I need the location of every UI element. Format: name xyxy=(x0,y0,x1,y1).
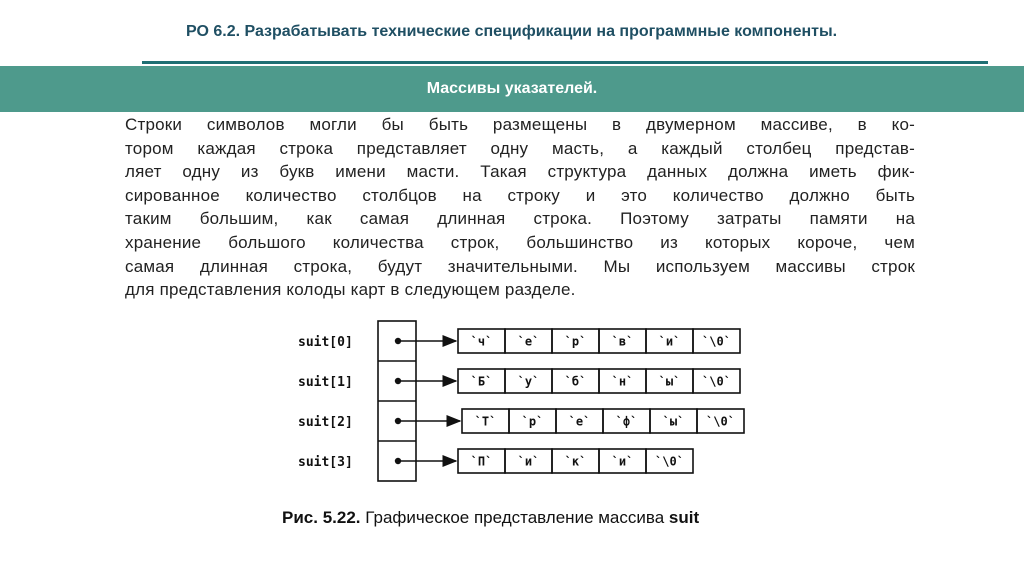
char-cell-label: `Б` xyxy=(470,374,493,389)
char-cell-label: `н` xyxy=(611,374,634,389)
pointer-array-diagram xyxy=(270,318,770,488)
char-cell-label: `П` xyxy=(470,454,493,469)
char-cell-label: `\0` xyxy=(655,454,684,469)
array-index-label: suit[0] xyxy=(298,335,353,350)
char-cell-label: `ч` xyxy=(470,334,493,349)
array-index-label: suit[1] xyxy=(298,375,353,390)
char-cell-label: `е` xyxy=(517,334,540,349)
paragraph-line: Строки символов могли бы быть размещены в двумерном массиве, в ко- xyxy=(125,115,915,134)
char-cell-label: `\0` xyxy=(706,414,735,429)
char-cell-label: `\0` xyxy=(702,334,731,349)
page-title: РО 6.2. Разрабатывать технические спецификации на программные компоненты. xyxy=(186,23,838,40)
char-cell-label: `ы` xyxy=(662,414,685,429)
char-cell-label: `к` xyxy=(564,454,587,469)
char-cell-label: `и` xyxy=(658,334,681,349)
char-cell-label: `ф` xyxy=(615,414,638,429)
paragraph-line: тором каждая строка представляет одну масть, а каждый столбец представ- xyxy=(125,138,915,158)
paragraph-line: таким большим, как самая длинная строка. Поэтому затраты памяти на xyxy=(125,209,915,229)
figure-number: Рис. 5.22. xyxy=(282,508,361,527)
char-cell-label: `ы` xyxy=(658,374,681,389)
paragraph-line: для представления колоды карт в следующем разделе. xyxy=(125,280,576,300)
char-cell-label: `у` xyxy=(517,374,540,389)
array-index-label: suit[3] xyxy=(298,455,353,470)
section-banner xyxy=(0,66,1024,112)
char-cell-label: `Т` xyxy=(474,414,497,429)
char-cell-label: `в` xyxy=(611,334,634,349)
paragraph-line: сированное количество столбцов на строку и это количество должно быть xyxy=(125,185,915,205)
array-index-label: suit[2] xyxy=(298,415,353,430)
figure-caption-text: Графическое представление массива xyxy=(360,508,669,527)
char-cell-label: `и` xyxy=(517,454,540,469)
title-divider xyxy=(142,61,988,64)
char-cell-label: `е` xyxy=(568,414,591,429)
char-cell-label: `\0` xyxy=(702,374,731,389)
section-title: Массивы указателей. xyxy=(426,80,598,97)
body-paragraph xyxy=(125,113,915,302)
paragraph-line: ляет одну из букв имени масти. Такая структура данных должна иметь фик- xyxy=(125,162,915,182)
paragraph-line: хранение большого количества строк, большинство из которых короче, чем xyxy=(125,232,915,252)
paragraph-line: самая длинная строка, будут значительными. Мы используем массивы строк xyxy=(125,256,915,276)
char-cell-label: `р` xyxy=(564,334,587,349)
figure-array-name: suit xyxy=(668,508,700,527)
char-cell-label: `р` xyxy=(521,414,544,429)
char-cell-label: `б` xyxy=(564,374,587,389)
figure-caption xyxy=(282,508,762,528)
char-cell-label: `и` xyxy=(611,454,634,469)
